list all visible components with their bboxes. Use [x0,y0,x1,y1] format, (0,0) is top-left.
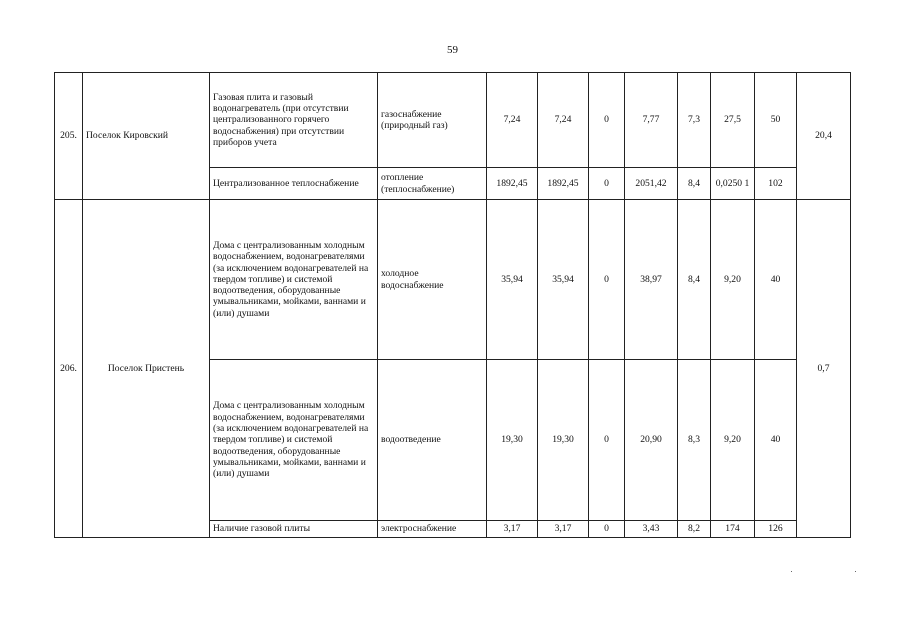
value-cell: 8,4 [678,168,711,200]
value-cell: 3,43 [625,521,678,538]
value-cell: 126 [755,521,797,538]
settlement-name: Поселок Пристень [83,200,210,538]
value-cell: 7,77 [625,73,678,168]
value-cell: 1892,45 [487,168,538,200]
housing-description: Централизованное теплоснабжение [210,168,378,200]
value-cell: 1892,45 [538,168,589,200]
housing-description: Наличие газовой плиты [210,521,378,538]
utility-service: электроснабжение [378,521,487,538]
table-row [55,200,851,360]
value-cell: 0 [589,360,625,521]
value-cell: 7,24 [538,73,589,168]
utility-service: холодное водоснабжение [378,200,487,360]
value-cell: 40 [755,200,797,360]
value-cell: 102 [755,168,797,200]
value-cell: 174 [711,521,755,538]
value-cell: 7,3 [678,73,711,168]
housing-description: Дома с централизованным холодным водоснабжением, водонагревателями (за исключением водонагревателей на твердом топливе) и системой водоотведения, оборудованные умывальниками, мойками, ваннами и (или) душами [210,200,378,360]
value-cell: 40 [755,360,797,521]
value-cell: 0 [589,168,625,200]
value-cell: 19,30 [487,360,538,521]
utility-service: водоотведение [378,360,487,521]
scan-speck [855,571,856,572]
value-cell: 19,30 [538,360,589,521]
utility-service: газоснабжение (природный газ) [378,73,487,168]
value-cell: 20,90 [625,360,678,521]
page-number: 59 [447,44,458,56]
value-cell: 27,5 [711,73,755,168]
tariff-table [54,72,851,538]
value-cell: 7,24 [487,73,538,168]
value-cell: 9,20 [711,200,755,360]
value-cell: 0,0250 1 [711,168,755,200]
settlement-name: Поселок Кировский [83,73,210,200]
value-cell: 3,17 [538,521,589,538]
value-cell: 0 [589,521,625,538]
table-row [55,73,851,168]
utility-service: отопление (теплоснабжение) [378,168,487,200]
value-cell: 38,97 [625,200,678,360]
value-cell: 3,17 [487,521,538,538]
value-cell: 35,94 [487,200,538,360]
coefficient-cell: 20,4 [797,73,851,200]
value-cell: 8,4 [678,200,711,360]
coefficient-cell: 0,7 [797,200,851,538]
value-cell: 0 [589,200,625,360]
row-index: 205. [55,73,83,200]
value-cell: 50 [755,73,797,168]
value-cell: 2051,42 [625,168,678,200]
value-cell: 35,94 [538,200,589,360]
value-cell: 9,20 [711,360,755,521]
value-cell: 8,2 [678,521,711,538]
value-cell: 8,3 [678,360,711,521]
row-index: 206. [55,200,83,538]
value-cell: 0 [589,73,625,168]
scan-speck [791,571,792,572]
housing-description: Дома с централизованным холодным водоснабжением, водонагревателями (за исключением водонагревателей на твердом топливе) и системой водоотведения, оборудованные умывальниками, мойками, ваннами и (или) душами [210,360,378,521]
housing-description: Газовая плита и газовый водонагреватель (при отсутствии централизованного горячего водоснабжения) при отсутствии приборов учета [210,73,378,168]
